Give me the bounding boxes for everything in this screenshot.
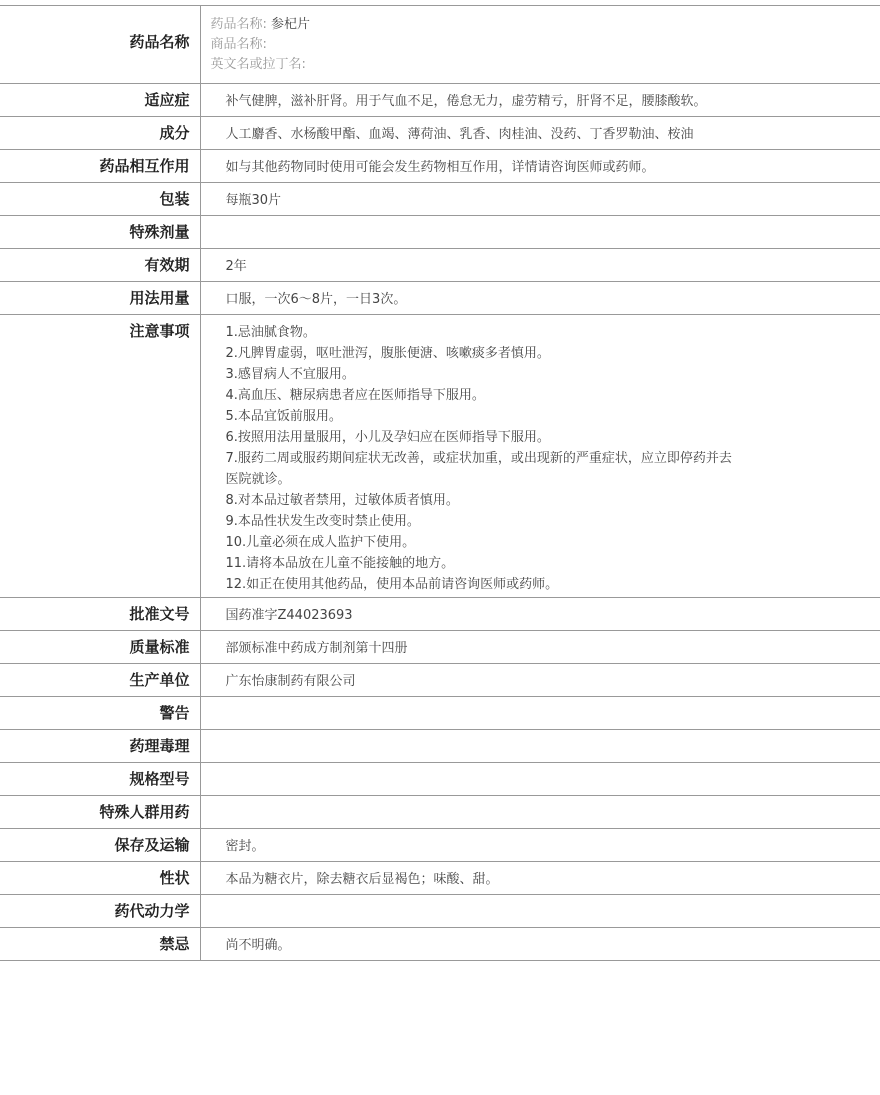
english-name-line (211, 55, 871, 75)
row-label: 性状 (0, 862, 200, 895)
list-item: 医院就诊。 (225, 472, 291, 487)
row-label: 质量标准 (0, 631, 200, 664)
row-value: 部颁标准中药成方制剂第十四册 (200, 631, 880, 664)
list-item: 4.高血压、糖尿病患者应在医师指导下服用。 (225, 388, 485, 403)
row-warning (0, 697, 880, 730)
row-value (200, 216, 880, 249)
name-fields (200, 6, 880, 84)
generic-name-line (211, 15, 871, 35)
trade-name-label: 商品名称: (210, 37, 267, 52)
list-item: 12.如正在使用其他药品，使用本品前请咨询医师或药师。 (225, 577, 559, 592)
row-label: 适应症 (0, 84, 200, 117)
row-manufacturer (0, 664, 880, 697)
row-value (200, 763, 880, 796)
english-name-label: 英文名或拉丁名: (210, 57, 306, 72)
row-quality-standard (0, 631, 880, 664)
generic-name-value: 参杞片 (271, 17, 311, 32)
row-value: 人工麝香、水杨酸甲酯、血竭、薄荷油、乳香、肉桂油、没药、丁香罗勒油、桉油 (200, 117, 880, 150)
row-value (200, 796, 880, 829)
row-label: 成分 (0, 117, 200, 150)
row-approval-number (0, 598, 880, 631)
row-value: 密封。 (200, 829, 880, 862)
row-dosage (0, 282, 880, 315)
row-specification (0, 763, 880, 796)
precautions-list (200, 315, 880, 598)
row-label: 药代动力学 (0, 895, 200, 928)
row-precautions (0, 315, 880, 598)
row-value: 每瓶30片 (200, 183, 880, 216)
row-label: 批准文号 (0, 598, 200, 631)
row-value: 广东怡康制药有限公司 (200, 664, 880, 697)
row-label: 用法用量 (0, 282, 200, 315)
row-label: 注意事项 (0, 315, 200, 598)
row-label: 特殊人群用药 (0, 796, 200, 829)
row-value: 补气健脾，滋补肝肾。用于气血不足，倦怠无力，虚劳精亏，肝肾不足，腰膝酸软。 (200, 84, 880, 117)
row-shelf-life (0, 249, 880, 282)
row-label: 包装 (0, 183, 200, 216)
row-value: 国药准字Z44023693 (200, 598, 880, 631)
row-label: 有效期 (0, 249, 200, 282)
list-item: 5.本品宜饭前服用。 (225, 409, 342, 424)
row-special-populations (0, 796, 880, 829)
row-label: 生产单位 (0, 664, 200, 697)
row-value: 本品为糖衣片，除去糖衣后显褐色；味酸、甜。 (200, 862, 880, 895)
row-value (200, 697, 880, 730)
list-item: 11.请将本品放在儿童不能接触的地方。 (225, 556, 455, 571)
row-ingredients (0, 117, 880, 150)
trade-name-line (211, 35, 871, 55)
row-label: 规格型号 (0, 763, 200, 796)
row-pharmacology (0, 730, 880, 763)
row-drug-name (0, 6, 880, 84)
row-value: 如与其他药物同时使用可能会发生药物相互作用，详情请咨询医师或药师。 (200, 150, 880, 183)
row-value (200, 895, 880, 928)
drug-info-table (0, 5, 880, 961)
row-value (200, 730, 880, 763)
row-storage (0, 829, 880, 862)
row-label: 特殊剂量 (0, 216, 200, 249)
row-appearance (0, 862, 880, 895)
list-item: 7.服药二周或服药期间症状无改善，或症状加重，或出现新的严重症状，应立即停药并去 (225, 451, 732, 466)
row-label: 药品相互作用 (0, 150, 200, 183)
drug-info-sheet (0, 5, 880, 961)
list-item: 6.按照用法用量服用，小儿及孕妇应在医师指导下服用。 (225, 430, 550, 445)
row-value: 2年 (200, 249, 880, 282)
row-pharmacokinetics (0, 895, 880, 928)
row-label: 禁忌 (0, 928, 200, 961)
list-item: 1.忌油腻食物。 (225, 325, 316, 340)
row-label: 药品名称 (0, 6, 200, 84)
row-packaging (0, 183, 880, 216)
list-item: 2.凡脾胃虚弱，呕吐泄泻，腹胀便溏、咳嗽痰多者慎用。 (225, 346, 550, 361)
list-item: 9.本品性状发生改变时禁止使用。 (225, 514, 420, 529)
row-special-dosage (0, 216, 880, 249)
list-item: 10.儿童必须在成人监护下使用。 (225, 535, 416, 550)
list-item: 8.对本品过敏者禁用，过敏体质者慎用。 (225, 493, 459, 508)
row-label: 保存及运输 (0, 829, 200, 862)
row-contraindications (0, 928, 880, 961)
list-item: 3.感冒病人不宜服用。 (225, 367, 355, 382)
row-value: 尚不明确。 (200, 928, 880, 961)
generic-name-label: 药品名称: (210, 17, 267, 32)
row-indications (0, 84, 880, 117)
row-label: 药理毒理 (0, 730, 200, 763)
row-label: 警告 (0, 697, 200, 730)
row-interactions (0, 150, 880, 183)
row-value: 口服，一次6～8片，一日3次。 (200, 282, 880, 315)
